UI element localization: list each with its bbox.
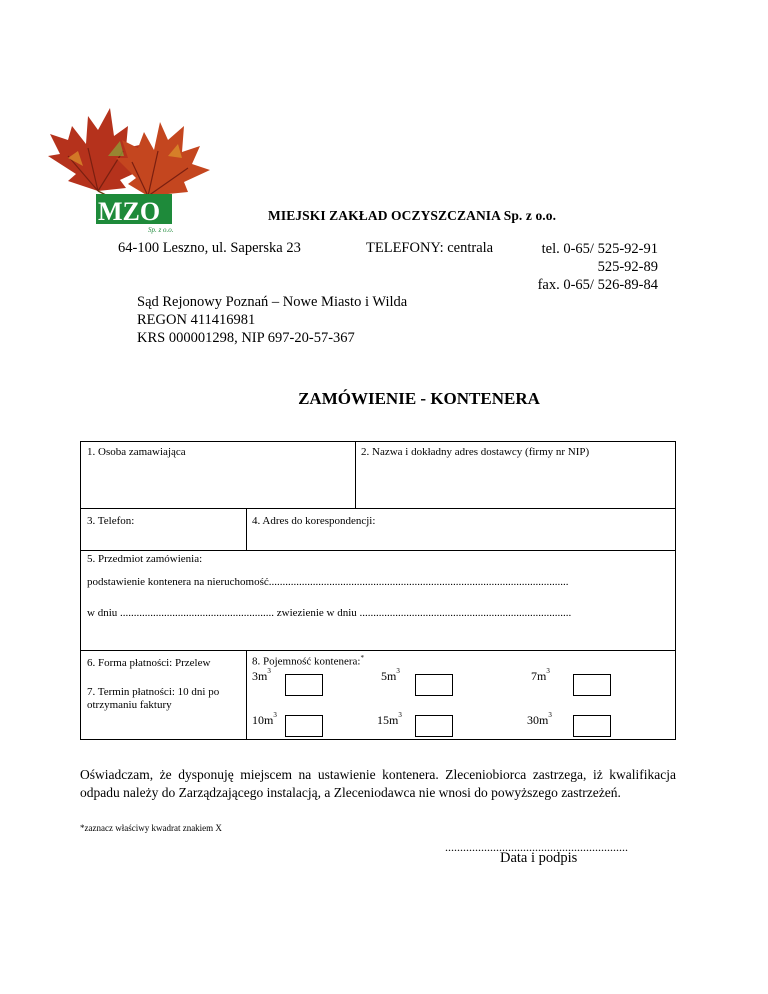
field-supplier-address[interactable]: 2. Nazwa i dokładny adres dostawcy (firmy nr NIP) [361, 446, 590, 458]
order-form [80, 441, 676, 740]
fax-line: fax. 0-65/ 526-89-84 [537, 277, 658, 293]
court-line: Sąd Rejonowy Poznań – Nowe Miasto i Wilda [137, 294, 408, 310]
footnote-mark: * [360, 654, 364, 662]
divider [81, 550, 675, 551]
checkbox-15m[interactable] [415, 715, 453, 737]
krs-nip-line: KRS 000001298, NIP 697-20-57-367 [137, 330, 355, 346]
checkbox-5m[interactable] [415, 674, 453, 696]
phones-label: TELEFONY: centrala [366, 240, 494, 256]
signature-label: Data i podpis [500, 850, 578, 866]
size-label-30m: $30m^3$ [527, 711, 552, 727]
signature-line[interactable]: ............................................................. [445, 840, 628, 854]
document-title: ZAMÓWIENIE - KONTENERA [298, 389, 540, 408]
divider [246, 508, 247, 550]
divider [355, 442, 356, 508]
size-label-10m: $10m^3$ [252, 711, 277, 727]
svg-text:MZO: MZO [98, 197, 161, 226]
divider [81, 508, 675, 509]
svg-text:Sp. z o.o.: Sp. z o.o. [148, 226, 174, 234]
divider [81, 650, 675, 651]
phone-line: 525-92-89 [597, 259, 658, 275]
registration-info [137, 293, 407, 347]
maple-leaf-icon [116, 122, 210, 196]
field-container-capacity [252, 654, 364, 668]
company-name: MIEJSKI ZAKŁAD OCZYSZCZANIA Sp. z o.o. [268, 208, 557, 223]
divider [246, 650, 247, 739]
field-payment-term: 7. Termin płatności: 10 dni po otrzymaniu faktury [87, 686, 220, 711]
declaration-text: Oświadczam, że dysponuję miejscem na ustawienie kontenera. Zleceniobiorca zastrzega, iż kwalifikacja odpadu należy do Zarządzającego instalacją, a Zleceniodawca nie wnosi do powyższego zastrzeżeń. [80, 767, 676, 800]
footnote: *zaznacz właściwy kwadrat znakiem X [80, 823, 222, 833]
company-logo [28, 96, 218, 236]
phone-line: tel. 0-65/ 525-92-91 [541, 241, 658, 257]
field-payment-form: 6. Forma płatności: Przelew [87, 657, 211, 669]
company-address: 64-100 Leszno, ul. Saperska 23 [118, 240, 301, 256]
field-delivery-line[interactable]: podstawienie kontenera na nieruchomość............................................................................................................. [87, 576, 569, 588]
field-orderer[interactable]: 1. Osoba zamawiająca [87, 446, 186, 458]
phone-numbers [538, 240, 658, 294]
checkbox-10m[interactable] [285, 715, 323, 737]
size-label-7m: $7m^3$ [531, 667, 550, 683]
size-label-15m: $15m^3$ [377, 711, 402, 727]
checkbox-3m[interactable] [285, 674, 323, 696]
size-label-5m: $5m^3$ [381, 667, 400, 683]
field-phone[interactable]: 3. Telefon: [87, 515, 135, 527]
checkbox-7m[interactable] [573, 674, 611, 696]
field-correspondence-address[interactable]: 4. Adres do korespondencji: [252, 515, 376, 527]
capacity-label: 8. Pojemność kontenera: [252, 655, 361, 668]
size-label-3m: $3m^3$ [252, 667, 271, 683]
regon-line: REGON 411416981 [137, 312, 256, 328]
field-dates-line[interactable]: w dniu ........................................................ zwiezienie w dniu ............................................................................. [87, 607, 572, 619]
field-order-subject: 5. Przedmiot zamówienia: [87, 553, 203, 565]
checkbox-30m[interactable] [573, 715, 611, 737]
